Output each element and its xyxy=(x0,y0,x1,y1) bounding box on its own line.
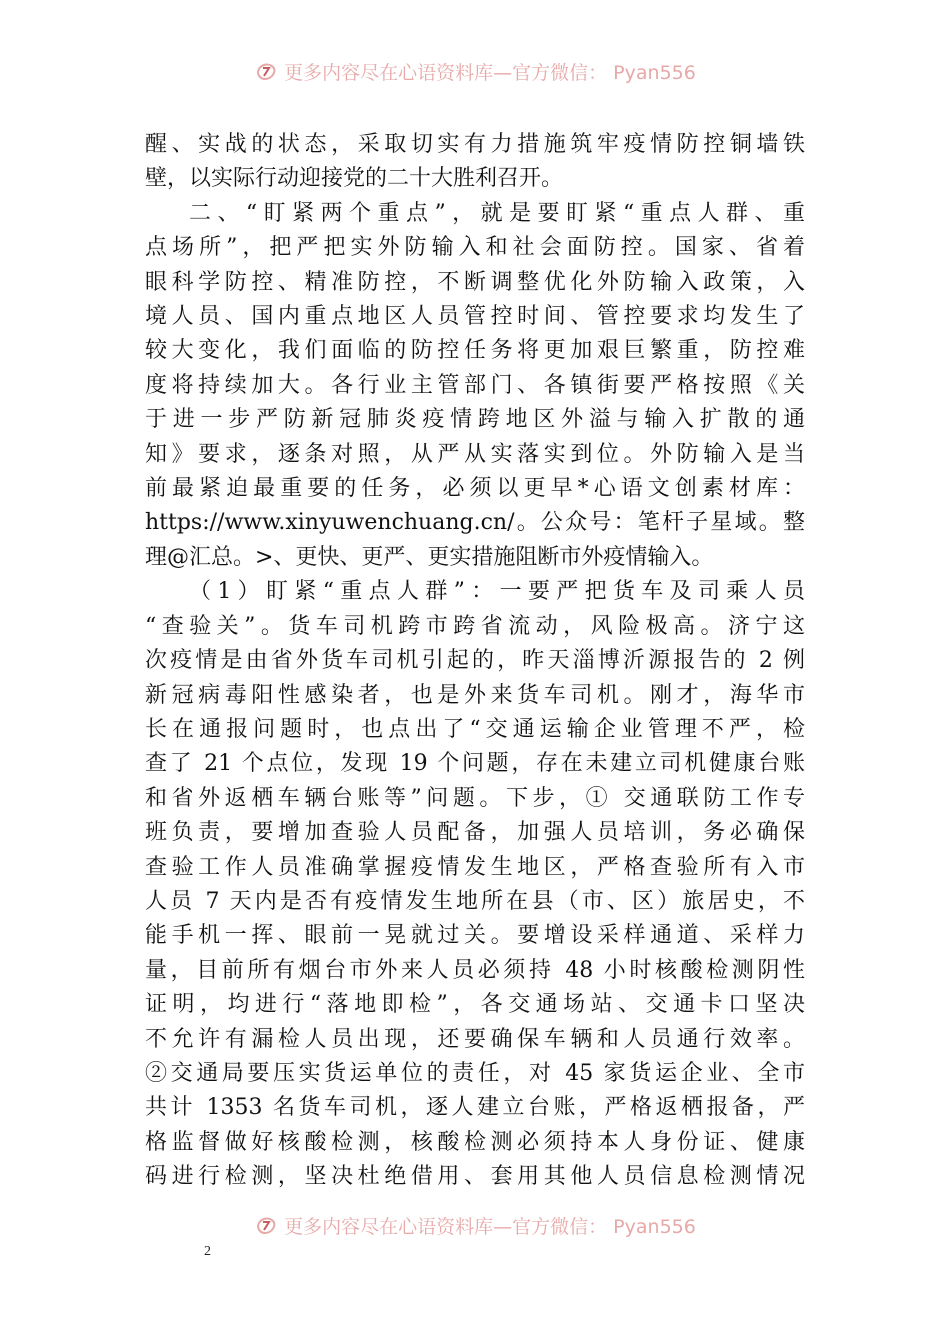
text-line: https://www.xinyuwenchuang.cn/。公众号：笔杆子星域。整 xyxy=(145,510,805,536)
text-line: 查验工作人员准确掌握疫情发生地区，严格查验所有入市 xyxy=(145,854,805,880)
page-number: 2 xyxy=(204,1244,211,1259)
brand-logo-icon xyxy=(254,59,278,83)
text-line: 醒、实战的状态，采取切实有力措施筑牢疫情防控铜墙铁 xyxy=(145,132,805,157)
text-line: 二、“盯紧两个重点”，就是要盯紧“重点人群、重 xyxy=(189,200,805,226)
text-line: 长在通报问题时，也点出了“交通运输企业管理不严，检 xyxy=(145,716,805,742)
text-line: 壁，以实际行动迎接党的二十大胜利召开。 xyxy=(145,166,564,192)
text-line: 能手机一挥、眼前一晃就过关。要增设采样通道、采样力 xyxy=(145,923,805,949)
text-line: 次疫情是由省外货车司机引起的，昨天淄博沂源报告的 2 例 xyxy=(145,648,805,674)
header-watermark xyxy=(0,54,950,88)
footer-watermark xyxy=(0,1208,950,1242)
text-line: 证明，均进行“落地即检”，各交通场站、交通卡口坚决 xyxy=(145,992,805,1018)
paragraph xyxy=(145,128,805,197)
text-line: 前最紧迫最重要的任务，必须以更早*心语文创素材库： xyxy=(145,476,805,502)
text-line: ②交通局要压实货运单位的责任，对 45 家货运企业、全市 xyxy=(145,1060,805,1086)
text-line: 查了 21 个点位，发现 19 个问题，存在未建立司机健康台账 xyxy=(145,751,805,777)
text-line: 共计 1353 名货车司机，逐人建立台账，严格返栖报备，严 xyxy=(145,1095,805,1121)
text-line: 度将持续加大。各行业主管部门、各镇街要严格按照《关 xyxy=(145,372,805,398)
text-line: （1）盯紧“重点人群”：一要严把货车及司乘人员 xyxy=(189,579,805,605)
text-line: 眼科学防控、精准防控，不断调整优化外防输入政策，入 xyxy=(145,269,805,295)
document-body xyxy=(145,128,805,1195)
text-line: 境人员、国内重点地区人员管控时间、管控要求均发生了 xyxy=(145,304,805,330)
paragraph xyxy=(145,575,805,1194)
watermark-text: 更多内容尽在心语资料库—官方微信： Pyan556 xyxy=(284,1215,696,1238)
brand-logo-icon xyxy=(254,1213,278,1237)
text-line: 格监督做好核酸检测，核酸检测必须持本人身份证、健康 xyxy=(145,1129,805,1155)
text-line: 量，目前所有烟台市外来人员必须持 48 小时核酸检测阴性 xyxy=(145,957,805,983)
text-line: 不允许有漏检人员出现，还要确保车辆和人员通行效率。 xyxy=(145,1026,805,1052)
text-line: 班负责，要增加查验人员配备，加强人员培训，务必确保 xyxy=(145,820,805,846)
text-line: “查验关”。货车司机跨市跨省流动，风险极高。济宁这 xyxy=(145,613,805,639)
text-line: 较大变化，我们面临的防控任务将更加艰巨繁重，防控难 xyxy=(145,338,805,364)
text-line: 理@汇总。>、更快、更严、更实措施阻断市外疫情输入。 xyxy=(145,544,714,570)
text-line: 于进一步严防新冠肺炎疫情跨地区外溢与输入扩散的通 xyxy=(145,407,805,433)
text-line: 新冠病毒阳性感染者，也是外来货车司机。刚才，海华市 xyxy=(145,682,805,708)
text-line: 知》要求，逐条对照，从严从实落实到位。外防输入是当 xyxy=(145,441,805,467)
text-line: 码进行检测，坚决杜绝借用、套用其他人员信息检测情况 xyxy=(145,1164,805,1190)
text-line: 人员 7 天内是否有疫情发生地所在县（市、区）旅居史，不 xyxy=(145,888,805,914)
text-line: 点场所”，把严把实外防输入和社会面防控。国家、省着 xyxy=(145,235,805,261)
paragraph xyxy=(145,197,805,575)
watermark-text: 更多内容尽在心语资料库—官方微信： Pyan556 xyxy=(284,61,696,84)
text-line: 和省外返栖车辆台账等”问题。下步，① 交通联防工作专 xyxy=(145,785,805,811)
